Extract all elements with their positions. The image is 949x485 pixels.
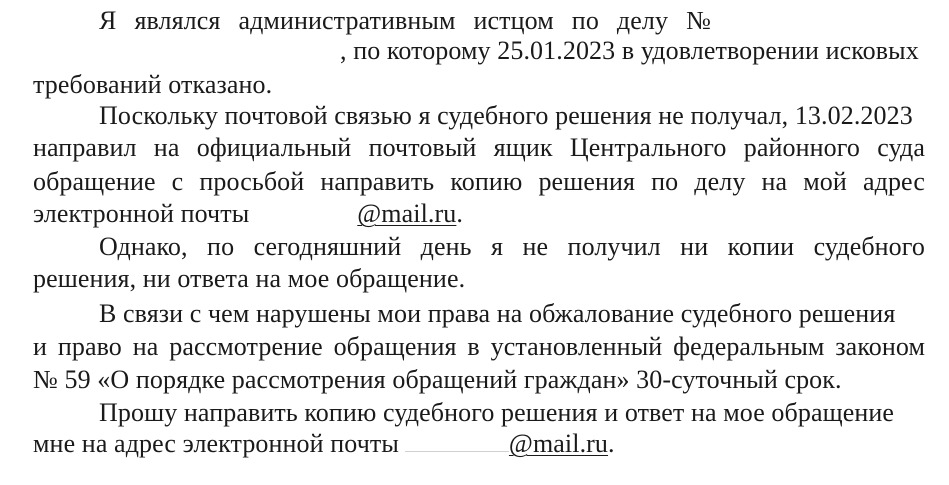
redacted-email-2 xyxy=(405,431,509,452)
redacted-email-1 xyxy=(249,202,357,222)
email-domain-2: @mail.ru xyxy=(508,429,609,458)
paragraph-3-line-1-text: Однако, по сегодняшний день я не получил ни копии судебного xyxy=(99,232,925,261)
paragraph-3-line-1 xyxy=(99,232,925,262)
paragraph-2-line-2 xyxy=(33,133,925,163)
paragraph-2-line-4 xyxy=(33,199,463,229)
paragraph-4-line-2-text: и право на рассмотрение обращения в установленный федеральным законом xyxy=(33,332,925,361)
paragraph-3-line-2 xyxy=(33,264,465,294)
email-domain-1: @mail.ru xyxy=(357,199,457,228)
paragraph-1-line-2 xyxy=(340,36,919,66)
paragraph-2-line-2-text: направил на официальный почтовый ящик Центрального районного суда xyxy=(33,133,925,162)
paragraph-5-line-1-text: Прошу направить копию судебного решения и ответ на мое обращение xyxy=(99,398,895,427)
paragraph-3-line-2-text: решения, ни ответа на мое обращение. xyxy=(33,264,466,293)
paragraph-5-line-2-text: мне на адрес электронной почты xyxy=(33,429,399,458)
paragraph-4-line-2 xyxy=(33,332,925,362)
paragraph-4-line-3-text: № 59 «О порядке рассмотрения обращений граждан» 30-суточный срок. xyxy=(33,365,842,394)
paragraph-2-line-1 xyxy=(99,101,913,131)
paragraph-1-line-1-text: Я являлся административным истцом по делу № xyxy=(99,6,711,35)
paragraph-2-line-4-end: . xyxy=(456,199,463,228)
paragraph-1-line-3-text: требований отказано. xyxy=(33,70,273,99)
paragraph-4-line-1-text: В связи с чем нарушены мои права на обжалование судебного решения xyxy=(99,299,896,328)
paragraph-5-line-2-end: . xyxy=(608,429,615,458)
paragraph-1-line-2-text: , по которому 25.01.2023 в удовлетворении исковых xyxy=(340,36,919,65)
paragraph-2-line-3-text: обращение с просьбой направить копию решения по делу на мой адрес xyxy=(33,167,925,196)
paragraph-5-line-2 xyxy=(33,429,615,459)
paragraph-1-line-3 xyxy=(33,70,272,100)
paragraph-2-line-4-text: электронной почты xyxy=(33,199,250,228)
paragraph-5-line-1 xyxy=(99,398,894,428)
paragraph-4-line-3 xyxy=(33,365,842,395)
paragraph-2-line-3 xyxy=(33,167,925,197)
paragraph-4-line-1 xyxy=(99,299,895,329)
paragraph-1-line-1 xyxy=(99,6,711,36)
paragraph-2-line-1-text: Поскольку почтовой связью я судебного решения не получал, 13.02.2023 xyxy=(99,101,913,130)
